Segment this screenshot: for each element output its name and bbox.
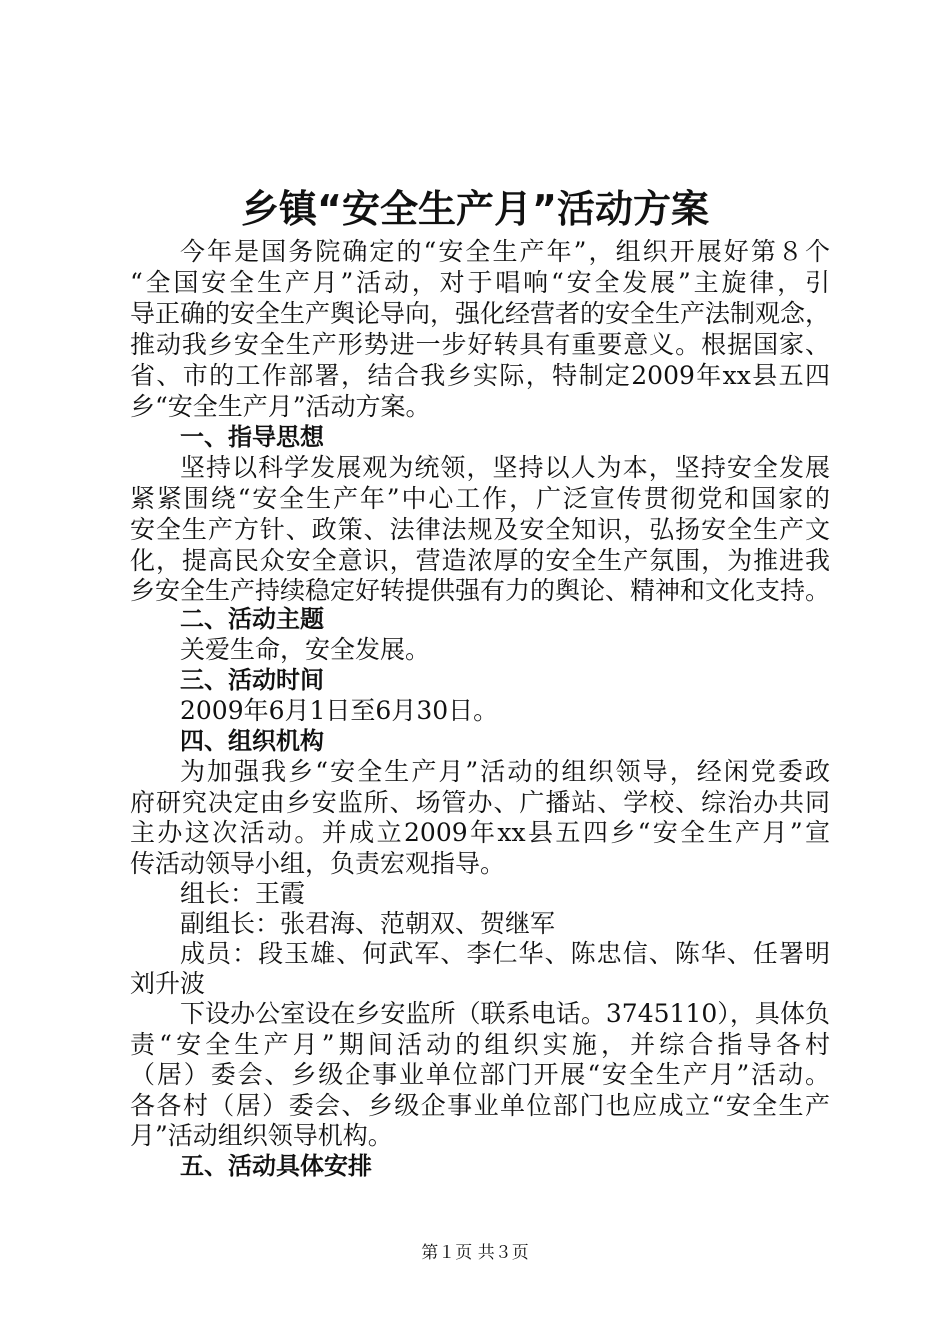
section-heading: 一、指导思想 xyxy=(180,423,324,451)
body-line: 为加强我乡“安全生产月”活动的组织领导，经闲党委政 xyxy=(180,757,830,786)
document-title: 乡镇“安全生产月”活动方案 xyxy=(241,187,709,231)
body-line: 府研究决定由乡安监所、场管办、广播站、学校、综治办共同 xyxy=(130,788,830,817)
body-line: 乡安全生产持续稳定好转提供强有力的舆论、精神和文化支持。 xyxy=(130,576,830,605)
group-members: 成员：段玉雄、何武军、李仁华、陈忠信、陈华、任署明 xyxy=(180,939,830,968)
group-leader: 组长：王霞 xyxy=(180,879,306,908)
intro-line: 省、市的工作部署，结合我乡实际，特制定2009年xx县五四 xyxy=(130,361,830,390)
intro-line: 推动我乡安全生产形势进一步好转具有重要意义。根据国家、 xyxy=(130,330,830,359)
section-heading: 五、活动具体安排 xyxy=(180,1152,372,1180)
section-heading: 三、活动时间 xyxy=(180,666,324,694)
intro-line: 导正确的安全生产舆论导向，强化经营者的安全生产法制观念， xyxy=(130,299,830,328)
section-heading: 四、组织机构 xyxy=(180,727,324,755)
page-footer: 第１页 共３页 xyxy=(421,1243,529,1263)
intro-line: 今年是国务院确定的“安全生产年”，组织开展好第８个 xyxy=(180,237,830,266)
intro-line: “全国安全生产月”活动，对于唱响“安全发展”主旋律，引 xyxy=(130,268,830,297)
body-line: 2009年6月1日至6月30日。 xyxy=(180,696,499,725)
office-line: （居）委会、乡级企事业单位部门开展“安全生产月”活动。 xyxy=(130,1060,830,1089)
group-members: 刘升波 xyxy=(130,969,206,998)
body-line: 主办这次活动。并成立2009年xx县五四乡“安全生产月”宣 xyxy=(130,818,830,847)
body-line: 紧紧围绕“安全生产年”中心工作，广泛宣传贯彻党和国家的 xyxy=(130,484,830,513)
body-line: 传活动领导小组，负责宏观指导。 xyxy=(130,849,506,878)
office-line: 各各村（居）委会、乡级企事业单位部门也应成立“安全生产 xyxy=(130,1091,830,1120)
office-line: 责“安全生产月”期间活动的组织实施，并综合指导各村 xyxy=(130,1030,830,1059)
body-line: 安全生产方针、政策、法律法规及安全知识，弘扬安全生产文 xyxy=(130,515,830,544)
body-line: 化，提高民众安全意识，营造浓厚的安全生产氛围，为推进我 xyxy=(130,546,830,575)
intro-line: 乡“安全生产月”活动方案。 xyxy=(130,392,431,421)
office-line: 下设办公室设在乡安监所（联系电话。3745110），具体负 xyxy=(180,999,830,1028)
body-line: 坚持以科学发展观为统领，坚持以人为本，坚持安全发展 xyxy=(180,453,830,482)
body-line: 关爱生命，安全发展。 xyxy=(180,635,431,664)
office-line: 月”活动组织领导机构。 xyxy=(130,1121,393,1150)
group-deputy: 副组长：张君海、范朝双、贺继军 xyxy=(180,909,556,938)
section-heading: 二、活动主题 xyxy=(180,605,324,633)
